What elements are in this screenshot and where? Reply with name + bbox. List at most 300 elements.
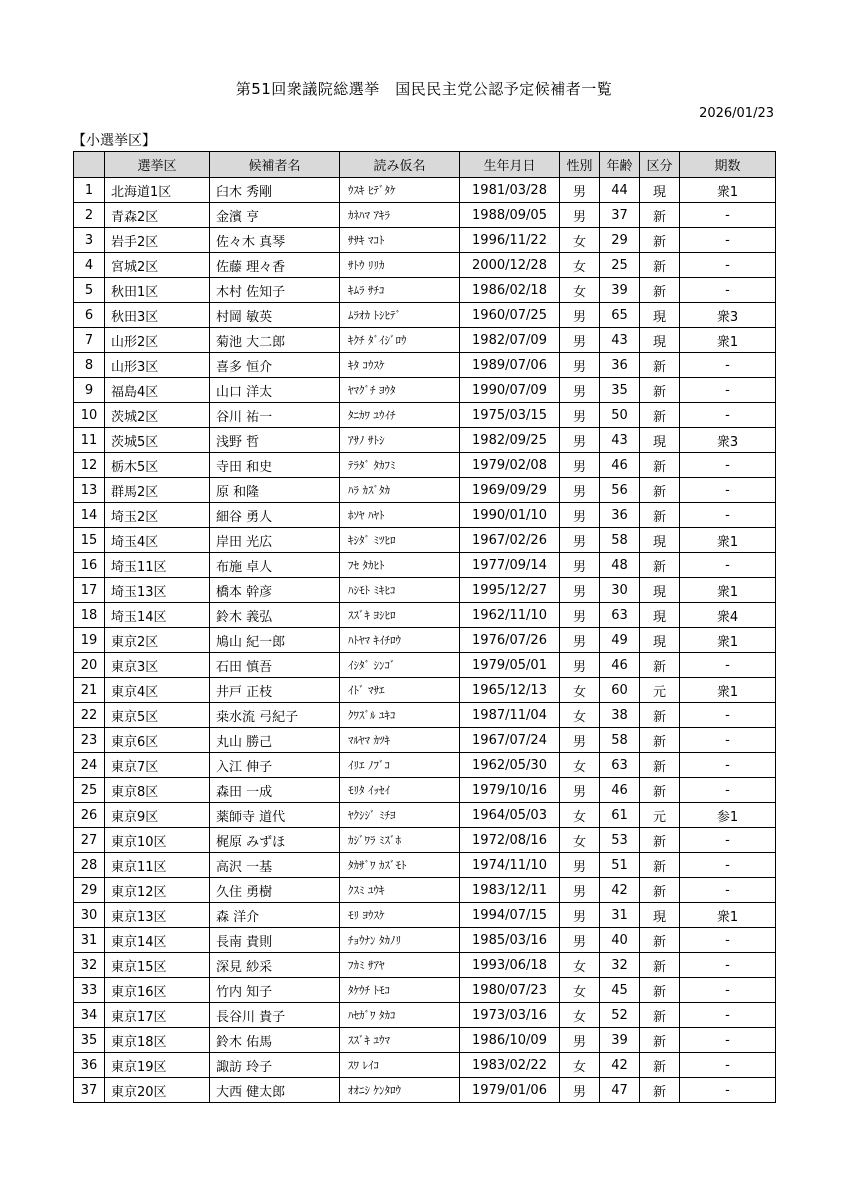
gender-cell: 男 <box>560 378 600 403</box>
kana-reading-cell: ｷﾀ ｺｳｽｹ <box>340 353 460 378</box>
age-cell: 47 <box>600 1078 640 1103</box>
table-row <box>74 503 776 528</box>
kana-reading-cell: ｳｽｷ ﾋﾃﾞﾀｹ <box>340 178 460 203</box>
kana-reading-cell: ｷｸﾁ ﾀﾞｲｼﾞﾛｳ <box>340 328 460 353</box>
age-cell: 38 <box>600 703 640 728</box>
row-number-cell: 32 <box>74 953 105 978</box>
district-cell: 東京9区 <box>105 803 210 828</box>
status-cell: 新 <box>640 928 680 953</box>
table-row <box>74 328 776 353</box>
row-number-cell: 2 <box>74 203 105 228</box>
district-cell: 宮城2区 <box>105 253 210 278</box>
age-cell: 31 <box>600 903 640 928</box>
birth-date-cell: 1989/07/06 <box>460 353 560 378</box>
row-number-cell: 5 <box>74 278 105 303</box>
birth-date-cell: 1972/08/16 <box>460 828 560 853</box>
row-number-cell: 29 <box>74 878 105 903</box>
header-terms: 期数 <box>680 152 776 178</box>
candidate-name-cell: 細谷 勇人 <box>210 503 340 528</box>
term-count-cell: - <box>680 553 776 578</box>
district-cell: 秋田3区 <box>105 303 210 328</box>
district-cell: 山形3区 <box>105 353 210 378</box>
birth-date-cell: 1990/01/10 <box>460 503 560 528</box>
candidate-name-cell: 入江 伸子 <box>210 753 340 778</box>
table-row <box>74 678 776 703</box>
term-count-cell: - <box>680 728 776 753</box>
gender-cell: 男 <box>560 903 600 928</box>
row-number-cell: 16 <box>74 553 105 578</box>
district-cell: 東京5区 <box>105 703 210 728</box>
age-cell: 53 <box>600 828 640 853</box>
district-cell: 茨城2区 <box>105 403 210 428</box>
candidate-name-cell: 臼木 秀剛 <box>210 178 340 203</box>
birth-date-cell: 1960/07/25 <box>460 303 560 328</box>
district-cell: 東京19区 <box>105 1053 210 1078</box>
birth-date-cell: 1964/05/03 <box>460 803 560 828</box>
header-age: 年齢 <box>600 152 640 178</box>
candidate-name-cell: 長谷川 貴子 <box>210 1003 340 1028</box>
candidate-name-cell: 森 洋介 <box>210 903 340 928</box>
gender-cell: 男 <box>560 603 600 628</box>
table-row <box>74 1078 776 1103</box>
kana-reading-cell: ｲﾘｴ ﾉﾌﾞｺ <box>340 753 460 778</box>
candidate-name-cell: 寺田 和史 <box>210 453 340 478</box>
district-cell: 群馬2区 <box>105 478 210 503</box>
district-cell: 茨城5区 <box>105 428 210 453</box>
status-cell: 元 <box>640 678 680 703</box>
gender-cell: 男 <box>560 728 600 753</box>
row-number-cell: 28 <box>74 853 105 878</box>
table-row <box>74 228 776 253</box>
birth-date-cell: 1988/09/05 <box>460 203 560 228</box>
term-count-cell: - <box>680 978 776 1003</box>
age-cell: 43 <box>600 328 640 353</box>
age-cell: 37 <box>600 203 640 228</box>
row-number-cell: 10 <box>74 403 105 428</box>
age-cell: 60 <box>600 678 640 703</box>
birth-date-cell: 1962/11/10 <box>460 603 560 628</box>
term-count-cell: - <box>680 228 776 253</box>
district-cell: 東京7区 <box>105 753 210 778</box>
candidate-name-cell: 長南 貴則 <box>210 928 340 953</box>
birth-date-cell: 1975/03/15 <box>460 403 560 428</box>
candidate-name-cell: 高沢 一基 <box>210 853 340 878</box>
age-cell: 25 <box>600 253 640 278</box>
kana-reading-cell: ｽｽﾞｷ ﾖｼﾋﾛ <box>340 603 460 628</box>
gender-cell: 女 <box>560 953 600 978</box>
birth-date-cell: 1990/07/09 <box>460 378 560 403</box>
candidate-name-cell: 石田 慎吾 <box>210 653 340 678</box>
kana-reading-cell: ﾊｼﾓﾄ ﾐｷﾋｺ <box>340 578 460 603</box>
kana-reading-cell: ﾁｮｳﾅﾝ ﾀｶﾉﾘ <box>340 928 460 953</box>
table-row <box>74 203 776 228</box>
table-row <box>74 1003 776 1028</box>
candidate-name-cell: 諏訪 玲子 <box>210 1053 340 1078</box>
district-cell: 東京11区 <box>105 853 210 878</box>
candidate-name-cell: 薬師寺 道代 <box>210 803 340 828</box>
age-cell: 42 <box>600 878 640 903</box>
row-number-cell: 26 <box>74 803 105 828</box>
kana-reading-cell: ﾀｶｻﾞﾜ ｶｽﾞﾓﾄ <box>340 853 460 878</box>
row-number-cell: 24 <box>74 753 105 778</box>
age-cell: 58 <box>600 728 640 753</box>
kana-reading-cell: ｻﾄｳ ﾘﾘｶ <box>340 253 460 278</box>
status-cell: 現 <box>640 903 680 928</box>
candidate-name-cell: 原 和隆 <box>210 478 340 503</box>
candidate-name-cell: 梶原 みずほ <box>210 828 340 853</box>
table-row <box>74 428 776 453</box>
table-row <box>74 528 776 553</box>
row-number-cell: 11 <box>74 428 105 453</box>
table-row <box>74 478 776 503</box>
age-cell: 45 <box>600 978 640 1003</box>
status-cell: 新 <box>640 778 680 803</box>
row-number-cell: 25 <box>74 778 105 803</box>
district-cell: 栃木5区 <box>105 453 210 478</box>
age-cell: 36 <box>600 353 640 378</box>
candidate-name-cell: 久住 勇樹 <box>210 878 340 903</box>
status-cell: 新 <box>640 728 680 753</box>
status-cell: 新 <box>640 703 680 728</box>
page-title: 第51回衆議院総選挙 国民民主党公認予定候補者一覧 <box>235 80 613 98</box>
age-cell: 63 <box>600 753 640 778</box>
age-cell: 50 <box>600 403 640 428</box>
table-row <box>74 378 776 403</box>
birth-date-cell: 1962/05/30 <box>460 753 560 778</box>
gender-cell: 男 <box>560 203 600 228</box>
row-number-cell: 18 <box>74 603 105 628</box>
header-name: 候補者名 <box>210 152 340 178</box>
term-count-cell: - <box>680 1053 776 1078</box>
birth-date-cell: 1993/06/18 <box>460 953 560 978</box>
kana-reading-cell: ﾔｸｼｼﾞ ﾐﾁﾖ <box>340 803 460 828</box>
gender-cell: 男 <box>560 653 600 678</box>
term-count-cell: - <box>680 403 776 428</box>
age-cell: 42 <box>600 1053 640 1078</box>
district-cell: 東京6区 <box>105 728 210 753</box>
district-cell: 東京8区 <box>105 778 210 803</box>
age-cell: 36 <box>600 503 640 528</box>
gender-cell: 男 <box>560 428 600 453</box>
kana-reading-cell: ﾓﾘ ﾖｳｽｹ <box>340 903 460 928</box>
birth-date-cell: 1982/07/09 <box>460 328 560 353</box>
birth-date-cell: 1974/11/10 <box>460 853 560 878</box>
row-number-cell: 12 <box>74 453 105 478</box>
status-cell: 新 <box>640 403 680 428</box>
age-cell: 63 <box>600 603 640 628</box>
age-cell: 29 <box>600 228 640 253</box>
table-row <box>74 653 776 678</box>
candidate-name-cell: 丸山 勝己 <box>210 728 340 753</box>
table-row <box>74 803 776 828</box>
term-count-cell: - <box>680 1028 776 1053</box>
birth-date-cell: 1979/05/01 <box>460 653 560 678</box>
term-count-cell: - <box>680 853 776 878</box>
gender-cell: 女 <box>560 803 600 828</box>
candidate-name-cell: 村岡 敏英 <box>210 303 340 328</box>
age-cell: 43 <box>600 428 640 453</box>
header-status: 区分 <box>640 152 680 178</box>
birth-date-cell: 1979/01/06 <box>460 1078 560 1103</box>
gender-cell: 女 <box>560 828 600 853</box>
kana-reading-cell: ｽﾜ ﾚｲｺ <box>340 1053 460 1078</box>
table-row <box>74 628 776 653</box>
birth-date-cell: 1987/11/04 <box>460 703 560 728</box>
status-cell: 新 <box>640 853 680 878</box>
row-number-cell: 13 <box>74 478 105 503</box>
birth-date-cell: 1981/03/28 <box>460 178 560 203</box>
row-number-cell: 31 <box>74 928 105 953</box>
row-number-cell: 27 <box>74 828 105 853</box>
status-cell: 現 <box>640 578 680 603</box>
kana-reading-cell: ｲﾄﾞ ﾏｻｴ <box>340 678 460 703</box>
gender-cell: 男 <box>560 578 600 603</box>
birth-date-cell: 1995/12/27 <box>460 578 560 603</box>
status-cell: 新 <box>640 453 680 478</box>
term-count-cell: 衆4 <box>680 603 776 628</box>
header-birthdate: 生年月日 <box>460 152 560 178</box>
term-count-cell: - <box>680 253 776 278</box>
status-cell: 新 <box>640 478 680 503</box>
row-number-cell: 3 <box>74 228 105 253</box>
candidate-table <box>73 151 776 1103</box>
row-number-cell: 21 <box>74 678 105 703</box>
term-count-cell: - <box>680 753 776 778</box>
table-row <box>74 728 776 753</box>
candidate-name-cell: 鈴木 義弘 <box>210 603 340 628</box>
district-cell: 東京20区 <box>105 1078 210 1103</box>
kana-reading-cell: ﾃﾗﾀﾞ ﾀｶﾌﾐ <box>340 453 460 478</box>
district-cell: 東京3区 <box>105 653 210 678</box>
age-cell: 48 <box>600 553 640 578</box>
candidate-name-cell: 鳩山 紀一郎 <box>210 628 340 653</box>
term-count-cell: - <box>680 878 776 903</box>
gender-cell: 男 <box>560 503 600 528</box>
gender-cell: 男 <box>560 353 600 378</box>
age-cell: 46 <box>600 653 640 678</box>
age-cell: 44 <box>600 178 640 203</box>
table-row <box>74 278 776 303</box>
birth-date-cell: 1983/02/22 <box>460 1053 560 1078</box>
table-row <box>74 703 776 728</box>
table-row <box>74 878 776 903</box>
term-count-cell: - <box>680 653 776 678</box>
table-row <box>74 1028 776 1053</box>
term-count-cell: - <box>680 1003 776 1028</box>
table-row <box>74 603 776 628</box>
kana-reading-cell: ﾊﾄﾔﾏ ｷｲﾁﾛｳ <box>340 628 460 653</box>
table-row <box>74 978 776 1003</box>
kana-reading-cell: ﾑﾗｵｶ ﾄｼﾋﾃﾞ <box>340 303 460 328</box>
row-number-cell: 19 <box>74 628 105 653</box>
status-cell: 現 <box>640 328 680 353</box>
age-cell: 58 <box>600 528 640 553</box>
candidate-name-cell: 金濱 亨 <box>210 203 340 228</box>
status-cell: 元 <box>640 803 680 828</box>
district-cell: 東京10区 <box>105 828 210 853</box>
birth-date-cell: 1980/07/23 <box>460 978 560 1003</box>
birth-date-cell: 1986/10/09 <box>460 1028 560 1053</box>
term-count-cell: 衆1 <box>680 903 776 928</box>
gender-cell: 女 <box>560 228 600 253</box>
candidate-name-cell: 菊池 大二郎 <box>210 328 340 353</box>
kana-reading-cell: ｱｻﾉ ｻﾄｼ <box>340 428 460 453</box>
district-cell: 東京14区 <box>105 928 210 953</box>
term-count-cell: - <box>680 928 776 953</box>
status-cell: 新 <box>640 228 680 253</box>
status-cell: 新 <box>640 1053 680 1078</box>
kana-reading-cell: ｷﾑﾗ ｻﾁｺ <box>340 278 460 303</box>
row-number-cell: 23 <box>74 728 105 753</box>
row-number-cell: 9 <box>74 378 105 403</box>
kana-reading-cell: ﾊﾗ ｶｽﾞﾀｶ <box>340 478 460 503</box>
status-cell: 新 <box>640 828 680 853</box>
age-cell: 39 <box>600 278 640 303</box>
term-count-cell: 衆1 <box>680 178 776 203</box>
gender-cell: 男 <box>560 778 600 803</box>
term-count-cell: - <box>680 503 776 528</box>
candidate-name-cell: 大西 健太郎 <box>210 1078 340 1103</box>
row-number-cell: 8 <box>74 353 105 378</box>
term-count-cell: - <box>680 828 776 853</box>
status-cell: 新 <box>640 953 680 978</box>
document-date: 2026/01/23 <box>699 106 774 121</box>
table-row <box>74 778 776 803</box>
table-row <box>74 303 776 328</box>
table-row <box>74 553 776 578</box>
birth-date-cell: 1982/09/25 <box>460 428 560 453</box>
status-cell: 新 <box>640 203 680 228</box>
row-number-cell: 6 <box>74 303 105 328</box>
kana-reading-cell: ｸｽﾐ ﾕｳｷ <box>340 878 460 903</box>
term-count-cell: 衆3 <box>680 428 776 453</box>
age-cell: 49 <box>600 628 640 653</box>
birth-date-cell: 1994/07/15 <box>460 903 560 928</box>
district-cell: 秋田1区 <box>105 278 210 303</box>
birth-date-cell: 1985/03/16 <box>460 928 560 953</box>
gender-cell: 女 <box>560 1053 600 1078</box>
district-cell: 東京12区 <box>105 878 210 903</box>
district-cell: 埼玉4区 <box>105 528 210 553</box>
age-cell: 46 <box>600 453 640 478</box>
gender-cell: 男 <box>560 478 600 503</box>
district-cell: 山形2区 <box>105 328 210 353</box>
gender-cell: 女 <box>560 978 600 1003</box>
gender-cell: 女 <box>560 1003 600 1028</box>
row-number-cell: 35 <box>74 1028 105 1053</box>
kana-reading-cell: ｶﾈﾊﾏ ｱｷﾗ <box>340 203 460 228</box>
status-cell: 新 <box>640 503 680 528</box>
status-cell: 新 <box>640 553 680 578</box>
term-count-cell: - <box>680 453 776 478</box>
district-cell: 東京16区 <box>105 978 210 1003</box>
kana-reading-cell: ﾀﾆｶﾜ ﾕｳｲﾁ <box>340 403 460 428</box>
kana-reading-cell: ﾏﾙﾔﾏ ｶﾂｷ <box>340 728 460 753</box>
gender-cell: 男 <box>560 1078 600 1103</box>
district-cell: 東京17区 <box>105 1003 210 1028</box>
gender-cell: 女 <box>560 678 600 703</box>
candidate-name-cell: 深見 紗采 <box>210 953 340 978</box>
gender-cell: 女 <box>560 253 600 278</box>
table-row <box>74 578 776 603</box>
kana-reading-cell: ﾔﾏｸﾞﾁ ﾖｳﾀ <box>340 378 460 403</box>
row-number-cell: 1 <box>74 178 105 203</box>
gender-cell: 女 <box>560 278 600 303</box>
gender-cell: 男 <box>560 1028 600 1053</box>
gender-cell: 男 <box>560 928 600 953</box>
candidate-name-cell: 浅野 哲 <box>210 428 340 453</box>
birth-date-cell: 1979/02/08 <box>460 453 560 478</box>
birth-date-cell: 1977/09/14 <box>460 553 560 578</box>
kana-reading-cell: ｸﾜｽﾞﾙ ﾕｷｺ <box>340 703 460 728</box>
age-cell: 52 <box>600 1003 640 1028</box>
candidate-name-cell: 岸田 光広 <box>210 528 340 553</box>
row-number-cell: 14 <box>74 503 105 528</box>
district-cell: 東京18区 <box>105 1028 210 1053</box>
age-cell: 35 <box>600 378 640 403</box>
term-count-cell: 衆1 <box>680 678 776 703</box>
birth-date-cell: 1967/02/26 <box>460 528 560 553</box>
gender-cell: 男 <box>560 528 600 553</box>
status-cell: 新 <box>640 353 680 378</box>
table-row <box>74 1053 776 1078</box>
status-cell: 新 <box>640 1028 680 1053</box>
kana-reading-cell: ﾊｾｶﾞﾜ ﾀｶｺ <box>340 1003 460 1028</box>
district-cell: 北海道1区 <box>105 178 210 203</box>
gender-cell: 男 <box>560 878 600 903</box>
candidate-name-cell: 喜多 恒介 <box>210 353 340 378</box>
age-cell: 40 <box>600 928 640 953</box>
term-count-cell: - <box>680 703 776 728</box>
kana-reading-cell: ｶｼﾞﾜﾗ ﾐｽﾞﾎ <box>340 828 460 853</box>
gender-cell: 男 <box>560 628 600 653</box>
table-header-row <box>74 152 776 178</box>
term-count-cell: - <box>680 478 776 503</box>
candidate-name-cell: 佐藤 理々香 <box>210 253 340 278</box>
kana-reading-cell: ｵｵﾆｼ ｹﾝﾀﾛｳ <box>340 1078 460 1103</box>
gender-cell: 女 <box>560 753 600 778</box>
status-cell: 新 <box>640 653 680 678</box>
table-row <box>74 453 776 478</box>
gender-cell: 男 <box>560 553 600 578</box>
term-count-cell: 衆3 <box>680 303 776 328</box>
candidate-name-cell: 佐々木 真琴 <box>210 228 340 253</box>
status-cell: 現 <box>640 603 680 628</box>
status-cell: 現 <box>640 303 680 328</box>
table-row <box>74 353 776 378</box>
term-count-cell: 衆1 <box>680 528 776 553</box>
district-cell: 東京4区 <box>105 678 210 703</box>
status-cell: 新 <box>640 878 680 903</box>
row-number-cell: 37 <box>74 1078 105 1103</box>
candidate-name-cell: 布施 卓人 <box>210 553 340 578</box>
gender-cell: 男 <box>560 328 600 353</box>
header-district: 選挙区 <box>105 152 210 178</box>
status-cell: 新 <box>640 753 680 778</box>
table-row <box>74 928 776 953</box>
district-cell: 埼玉14区 <box>105 603 210 628</box>
birth-date-cell: 1986/02/18 <box>460 278 560 303</box>
status-cell: 現 <box>640 628 680 653</box>
age-cell: 65 <box>600 303 640 328</box>
age-cell: 61 <box>600 803 640 828</box>
row-number-cell: 17 <box>74 578 105 603</box>
birth-date-cell: 1969/09/29 <box>460 478 560 503</box>
row-number-cell: 34 <box>74 1003 105 1028</box>
kana-reading-cell: ｽｽﾞｷ ﾕｳﾏ <box>340 1028 460 1053</box>
term-count-cell: - <box>680 953 776 978</box>
gender-cell: 男 <box>560 178 600 203</box>
